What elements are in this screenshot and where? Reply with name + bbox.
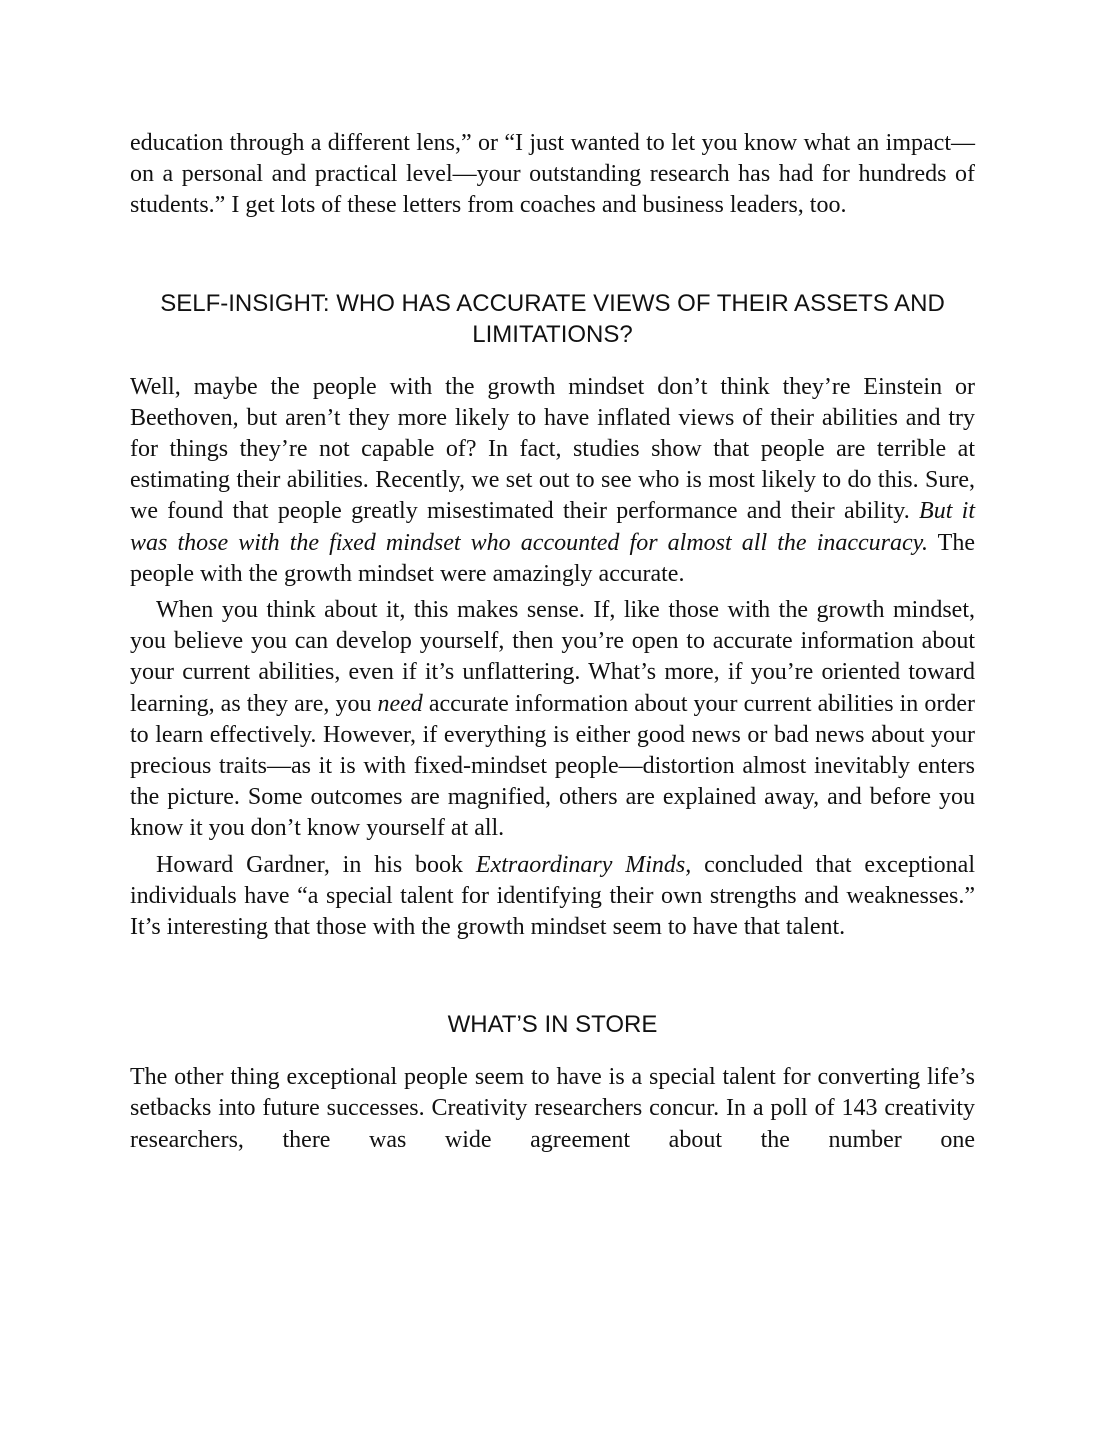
section-heading-whats-in-store: WHAT’S IN STORE <box>447 1011 658 1039</box>
self-insight-paragraph-1 <box>130 372 975 590</box>
emphasis-text: But it was those with the fixed mindset who accounted for almost all the inaccuracy. <box>130 498 975 556</box>
section-heading-self-insight: SELF-INSIGHT: WHO HAS ACCURATE VIEWS OF THEIR ASSETS AND LIMITATIONS? <box>160 289 945 348</box>
self-insight-paragraph-2 <box>130 595 975 845</box>
text-run: The people with the growth mindset were amazingly accurate. <box>130 529 975 587</box>
text-run: accurate information about your current abilities in order to learn effectively. However, if everything is either good news or bad news about your precious traits—as it is with fixed-mindset people—distortion almost inevitably enters the picture. Some outcomes are magnified, others are explained away, and before you know it you don’t know yourself at all. <box>130 690 975 842</box>
text-run: When you think about it, this makes sense. If, like those with the growth mindset, you believe you can develop yourself, then you’re open to accurate information about your current abilities, even if it’s unflattering. What’s more, if you’re oriented toward learning, as they are, you <box>130 597 975 717</box>
text-run: Howard Gardner, in his book <box>156 851 476 878</box>
text-run: Well, maybe the people with the growth mindset don’t think they’re Einstein or Beethoven, but aren’t they more likely to have inflated views of their abilities and try for things they’re not capable of? In fact, studies show that people are terrible at estimating their abilities. Recently, we set out to see who is most likely to do this. Sure, we found that people greatly misestimated their performance and their ability. <box>130 373 975 525</box>
text-run: concluded that exceptional individuals have “a special talent for identifying their own strengths and weaknesses.” It’s interesting that those with the growth mindset seem to have that talent. <box>130 851 976 941</box>
book-title: Extraordinary Minds, <box>475 851 692 878</box>
intro-paragraph: education through a different lens,” or “I just wanted to let you know what an impact—on a personal and practical level—your outstanding research has had for hundreds of students.” I get lots of these letters from coaches and business leaders, too. <box>130 130 975 219</box>
self-insight-paragraph-3 <box>130 850 975 944</box>
whats-in-store-paragraph: The other thing exceptional people seem to have is a special talent for converting life’s setbacks into future successes. Creativity researchers concur. In a poll of 143 creativity researchers, there was wide agreement about the number one <box>130 1064 975 1153</box>
emphasis-text: need <box>377 690 423 717</box>
book-page <box>130 128 975 1156</box>
